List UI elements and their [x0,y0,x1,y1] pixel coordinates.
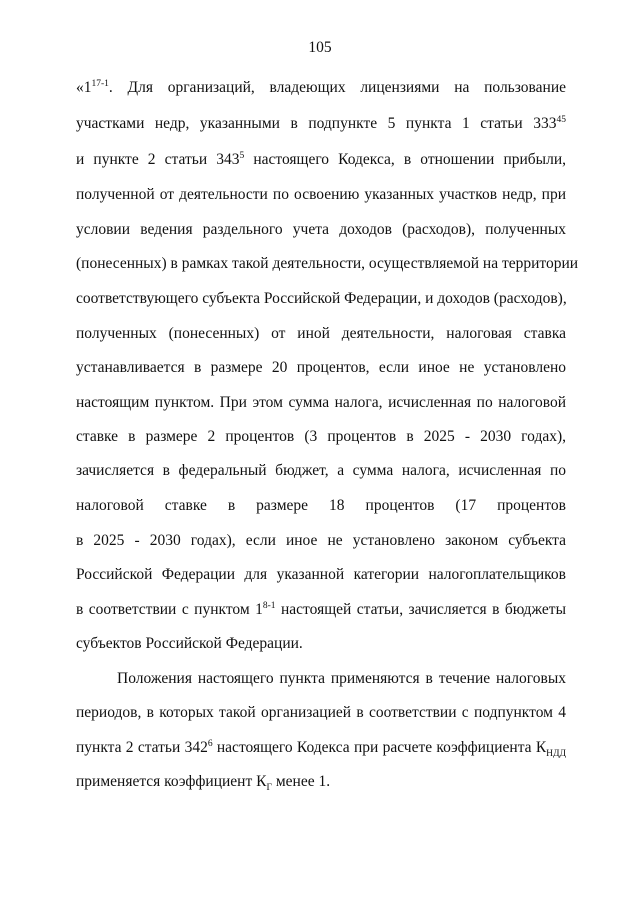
text-line: периодов, в которых такой организацией в соответствии с подпунктом 4 [76,704,566,721]
text-line: устанавливается в размере 20 процентов, если иное не установлено [76,359,566,376]
superscript: 6 [207,738,213,749]
text-line: полученной от деятельности по освоению указанных участков недр, при [76,186,566,203]
superscript: 5 [239,150,245,161]
text-line: полученных (понесенных) от иной деятельности, налоговая ставка [76,325,566,342]
text-line: соответствующего субъекта Российской Федерации, и доходов (расходов), [76,290,567,307]
text-line: «1$^{17-1}$. Для организаций, владеющих лицензиями на пользование [76,78,566,96]
text-line: пункта 2 статьи $342^6$ настоящего Кодекса при расчете коэффициента $К_{НДД}$ [76,738,566,760]
text-line: ставке в размере 2 процентов (3 процентов в 2025 - 2030 годах), [76,428,566,445]
text-line: и пункте 2 статьи $343^5$ настоящего Кодекса, в отношении прибыли, [76,150,566,168]
text-line: Положения настоящего пункта применяются в течение налоговых [117,670,566,687]
text-line: условии ведения раздельного учета доходов (расходов), полученных [76,221,566,238]
subscript: Г [266,783,272,794]
page-number: 105 [308,39,332,56]
text-line: применяется коэффициент $К_Г$ менее 1. [76,773,331,794]
superscript: 45 [556,114,566,125]
text-line: субъектов Российской Федерации. [76,635,303,652]
text-line: (понесенных) в рамках такой деятельности, осуществляемой на территории [76,255,579,272]
text-line: Российской Федерации для указанной категории налогоплательщиков [76,566,566,583]
text-line: налоговой ставке в размере 18 процентов (17 процентов [76,497,566,514]
text-line: в соответствии с пунктом 1$^{8-1}$ настоящей статьи, зачисляется в бюджеты [76,600,566,618]
text-line: в 2025 - 2030 годах), если иное не установлено законом субъекта [76,532,566,549]
superscript: 17-1 [91,78,109,89]
text-line: зачисляется в федеральный бюджет, а сумма налога, исчисленная по [76,462,566,479]
text-line: настоящим пунктом. При этом сумма налога, исчисленная по налоговой [76,394,566,411]
subscript: НДД [546,749,566,760]
text-line: участками недр, указанными в подпункте 5 пункта 1 статьи $333^{45}$ [76,114,566,132]
superscript: 8-1 [262,600,276,611]
